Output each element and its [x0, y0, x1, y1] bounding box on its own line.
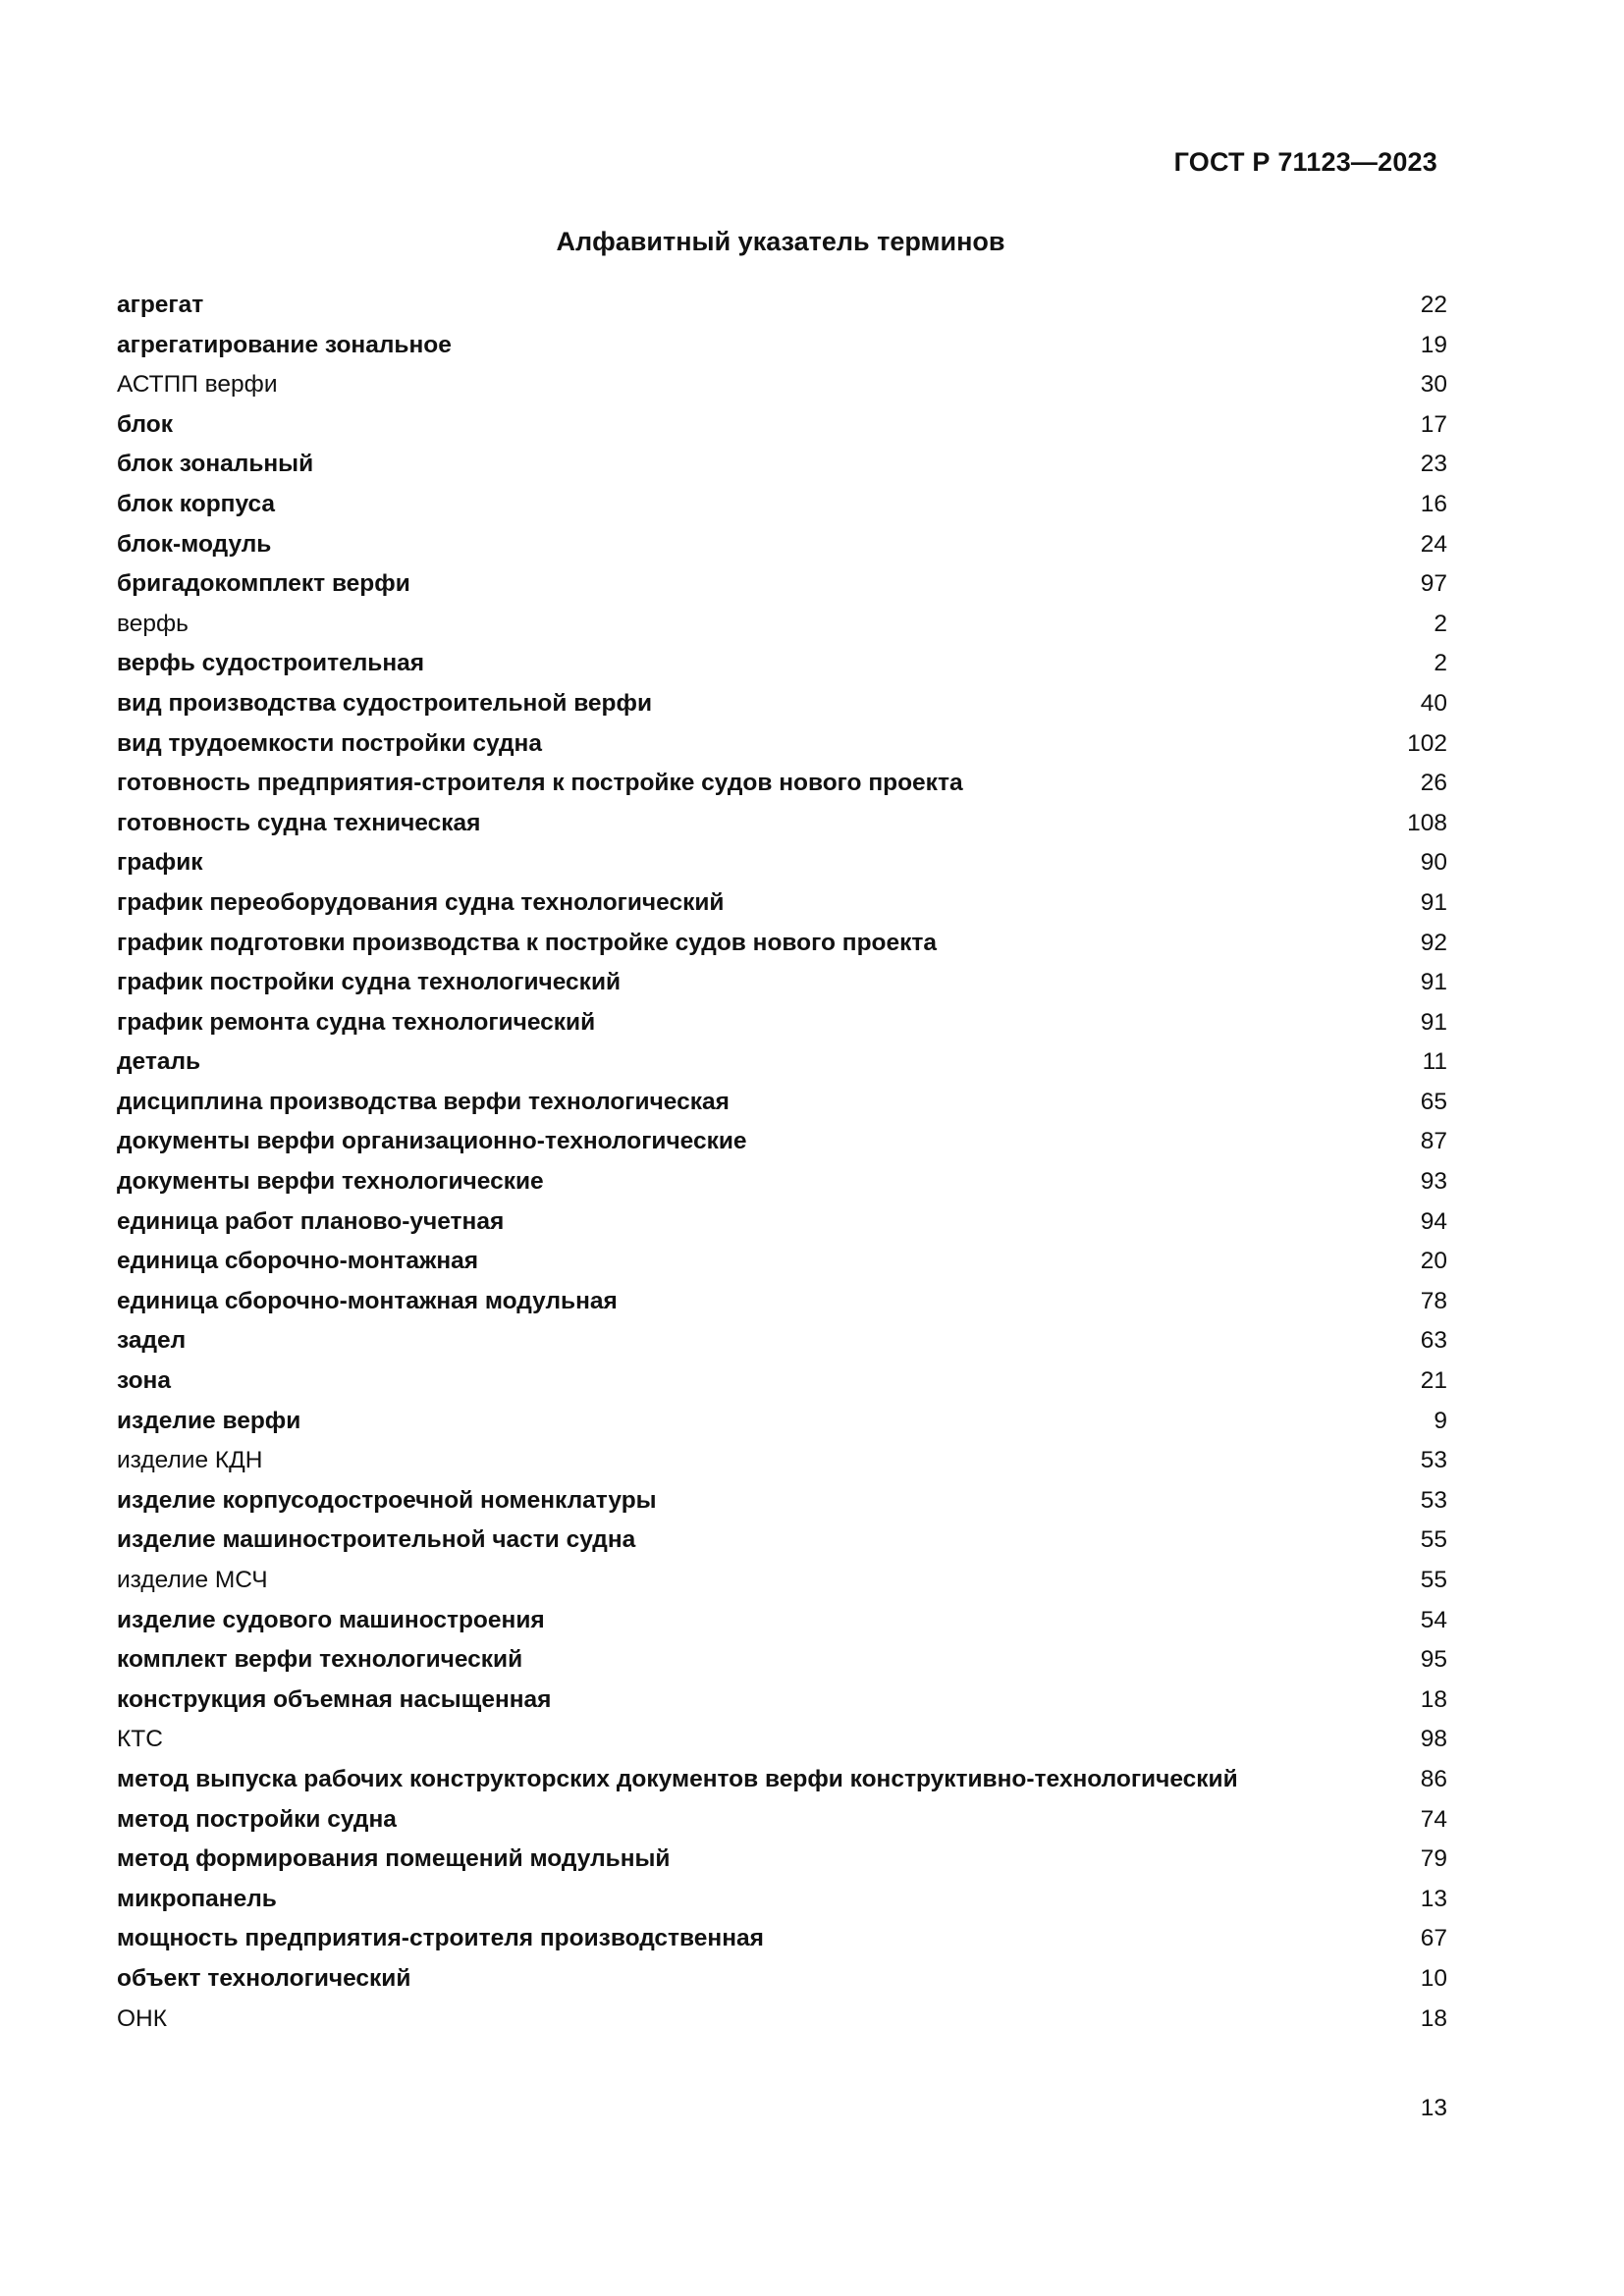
term-page-ref: 10	[1420, 1964, 1447, 1992]
term-text: метод выпуска рабочих конструкторских документов верфи конструктивно-технологический	[117, 1765, 1238, 1792]
term-entry	[117, 1122, 1447, 1162]
term-page-ref: 11	[1422, 1048, 1447, 1076]
term-entry	[117, 924, 1447, 964]
term-text: комплект верфи технологический	[117, 1646, 523, 1674]
term-text: агрегат	[117, 292, 204, 318]
term-text: график подготовки производства к постройке судов нового проекта	[117, 929, 938, 956]
term-text: объект технологический	[117, 1964, 411, 1992]
term-page-ref: 19	[1420, 331, 1447, 358]
term-text: изделие МСЧ	[117, 1567, 268, 1593]
term-entry	[117, 883, 1447, 924]
term-text: АСТПП верфи	[117, 371, 278, 399]
term-page-ref: 53	[1420, 1486, 1447, 1514]
term-text: вид трудоемкости постройки судна	[117, 729, 542, 757]
term-entry	[117, 1042, 1447, 1083]
term-entry	[117, 485, 1447, 525]
term-text: график ремонта судна технологический	[117, 1008, 596, 1036]
term-entry	[117, 843, 1447, 883]
term-text: единица сборочно-монтажная модульная	[117, 1287, 618, 1314]
term-text: блок корпуса	[117, 490, 276, 517]
term-page-ref: 91	[1420, 1008, 1447, 1036]
term-page-ref: 55	[1420, 1567, 1447, 1593]
term-entry	[117, 445, 1447, 485]
term-entry	[117, 1083, 1447, 1123]
term-entry	[117, 405, 1447, 446]
term-entry	[117, 1800, 1447, 1841]
term-page-ref: 108	[1407, 809, 1447, 836]
term-text: готовность предприятия-строителя к постройке судов нового проекта	[117, 770, 963, 797]
term-page-ref: 16	[1420, 490, 1447, 517]
term-text: изделие КДН	[117, 1447, 263, 1474]
term-text: блок	[117, 410, 173, 438]
term-entry	[117, 1561, 1447, 1601]
term-text: блок зональный	[117, 451, 314, 478]
term-text: КТС	[117, 1726, 163, 1753]
term-text: задел	[117, 1327, 187, 1355]
term-text: изделие корпусодостроечной номенклатуры	[117, 1486, 657, 1514]
term-text: готовность судна техническая	[117, 809, 481, 836]
term-text: документы верфи технологические	[117, 1168, 544, 1196]
term-page-ref: 18	[1420, 1685, 1447, 1713]
term-page-ref: 53	[1420, 1447, 1447, 1474]
term-entry	[117, 286, 1447, 326]
term-text: бригадокомплект верфи	[117, 570, 410, 598]
term-text: мощность предприятия-строителя производственная	[117, 1925, 764, 1952]
term-text: метод постройки судна	[117, 1805, 397, 1833]
term-text: верфь судостроительная	[117, 650, 425, 677]
term-page-ref: 86	[1420, 1765, 1447, 1792]
term-page-ref: 17	[1420, 410, 1447, 438]
term-entry	[117, 1242, 1447, 1282]
term-page-ref: 18	[1420, 2004, 1447, 2032]
term-text: единица работ планово-учетная	[117, 1207, 505, 1235]
term-text: ОНК	[117, 2004, 168, 2032]
term-entry	[117, 1640, 1447, 1681]
term-entry	[117, 963, 1447, 1003]
term-entry	[117, 1840, 1447, 1880]
term-entry	[117, 1720, 1447, 1760]
term-text: единица сборочно-монтажная	[117, 1248, 479, 1275]
document-code: ГОСТ Р 71123—2023	[1173, 147, 1437, 177]
term-text: график переоборудования судна технологический	[117, 888, 725, 916]
term-page-ref: 30	[1420, 371, 1447, 399]
term-text: изделие верфи	[117, 1407, 301, 1434]
term-page-ref: 2	[1434, 610, 1447, 637]
term-page-ref: 13	[1420, 1885, 1447, 1912]
term-entry	[117, 605, 1447, 645]
term-entry	[117, 1441, 1447, 1481]
term-page-ref: 90	[1420, 849, 1447, 877]
term-text: дисциплина производства верфи технологическая	[117, 1088, 730, 1115]
term-entry	[117, 1521, 1447, 1561]
term-text: верфь	[117, 610, 189, 637]
term-entry	[117, 1402, 1447, 1442]
term-entry	[117, 724, 1447, 765]
term-entry	[117, 764, 1447, 804]
term-entry	[117, 1003, 1447, 1043]
term-index-list	[117, 286, 1447, 2039]
term-entry	[117, 804, 1447, 844]
term-entry	[117, 1959, 1447, 2000]
term-page-ref: 23	[1420, 451, 1447, 478]
term-page-ref: 78	[1420, 1287, 1447, 1314]
page-number: 13	[1420, 2095, 1447, 2121]
term-page-ref: 55	[1420, 1526, 1447, 1554]
term-page-ref: 91	[1420, 969, 1447, 996]
term-page-ref: 87	[1420, 1128, 1447, 1155]
term-page-ref: 63	[1420, 1327, 1447, 1355]
term-page-ref: 65	[1420, 1088, 1447, 1115]
index-title: Алфавитный указатель терминов	[556, 227, 1005, 256]
term-page-ref: 9	[1434, 1407, 1447, 1434]
term-entry	[117, 1321, 1447, 1362]
term-page-ref: 94	[1420, 1207, 1447, 1235]
term-page-ref: 95	[1420, 1646, 1447, 1674]
term-entry	[117, 644, 1447, 684]
term-page-ref: 79	[1420, 1845, 1447, 1873]
term-text: зона	[117, 1367, 171, 1395]
term-text: микропанель	[117, 1885, 277, 1912]
term-text: конструкция объемная насыщенная	[117, 1685, 552, 1713]
term-page-ref: 67	[1420, 1925, 1447, 1952]
term-text: агрегатирование зональное	[117, 331, 452, 358]
term-page-ref: 24	[1420, 530, 1447, 558]
term-entry	[117, 1481, 1447, 1522]
term-page-ref: 97	[1420, 570, 1447, 598]
term-page-ref: 2	[1434, 650, 1447, 677]
term-text: метод формирования помещений модульный	[117, 1845, 671, 1873]
term-page-ref: 74	[1420, 1805, 1447, 1833]
term-page-ref: 54	[1420, 1606, 1447, 1633]
term-page-ref: 21	[1420, 1367, 1447, 1395]
term-entry	[117, 1681, 1447, 1721]
term-text: деталь	[117, 1048, 201, 1076]
term-entry	[117, 1760, 1447, 1800]
term-entry	[117, 1282, 1447, 1322]
term-entry	[117, 326, 1447, 366]
term-page-ref: 98	[1420, 1726, 1447, 1753]
term-page-ref: 93	[1420, 1168, 1447, 1196]
term-text: график	[117, 849, 203, 877]
term-entry	[117, 525, 1447, 565]
term-text: изделие судового машиностроения	[117, 1606, 545, 1633]
term-entry	[117, 1362, 1447, 1402]
term-page-ref: 20	[1420, 1248, 1447, 1275]
term-page-ref: 92	[1420, 929, 1447, 956]
term-text: блок-модуль	[117, 530, 272, 558]
term-entry	[117, 365, 1447, 405]
term-entry	[117, 684, 1447, 724]
term-text: документы верфи организационно-технологические	[117, 1128, 747, 1155]
term-text: изделие машиностроительной части судна	[117, 1526, 636, 1554]
term-page-ref: 102	[1407, 729, 1447, 757]
term-page-ref: 22	[1420, 292, 1447, 318]
term-entry	[117, 2000, 1447, 2040]
term-entry	[117, 1162, 1447, 1202]
term-entry	[117, 1202, 1447, 1243]
term-entry	[117, 564, 1447, 605]
term-entry	[117, 1880, 1447, 1920]
term-text: вид производства судостроительной верфи	[117, 689, 653, 717]
term-text: график постройки судна технологический	[117, 969, 622, 996]
term-entry	[117, 1601, 1447, 1641]
term-entry	[117, 1919, 1447, 1959]
term-page-ref: 40	[1420, 689, 1447, 717]
term-page-ref: 26	[1420, 770, 1447, 797]
term-page-ref: 91	[1420, 888, 1447, 916]
